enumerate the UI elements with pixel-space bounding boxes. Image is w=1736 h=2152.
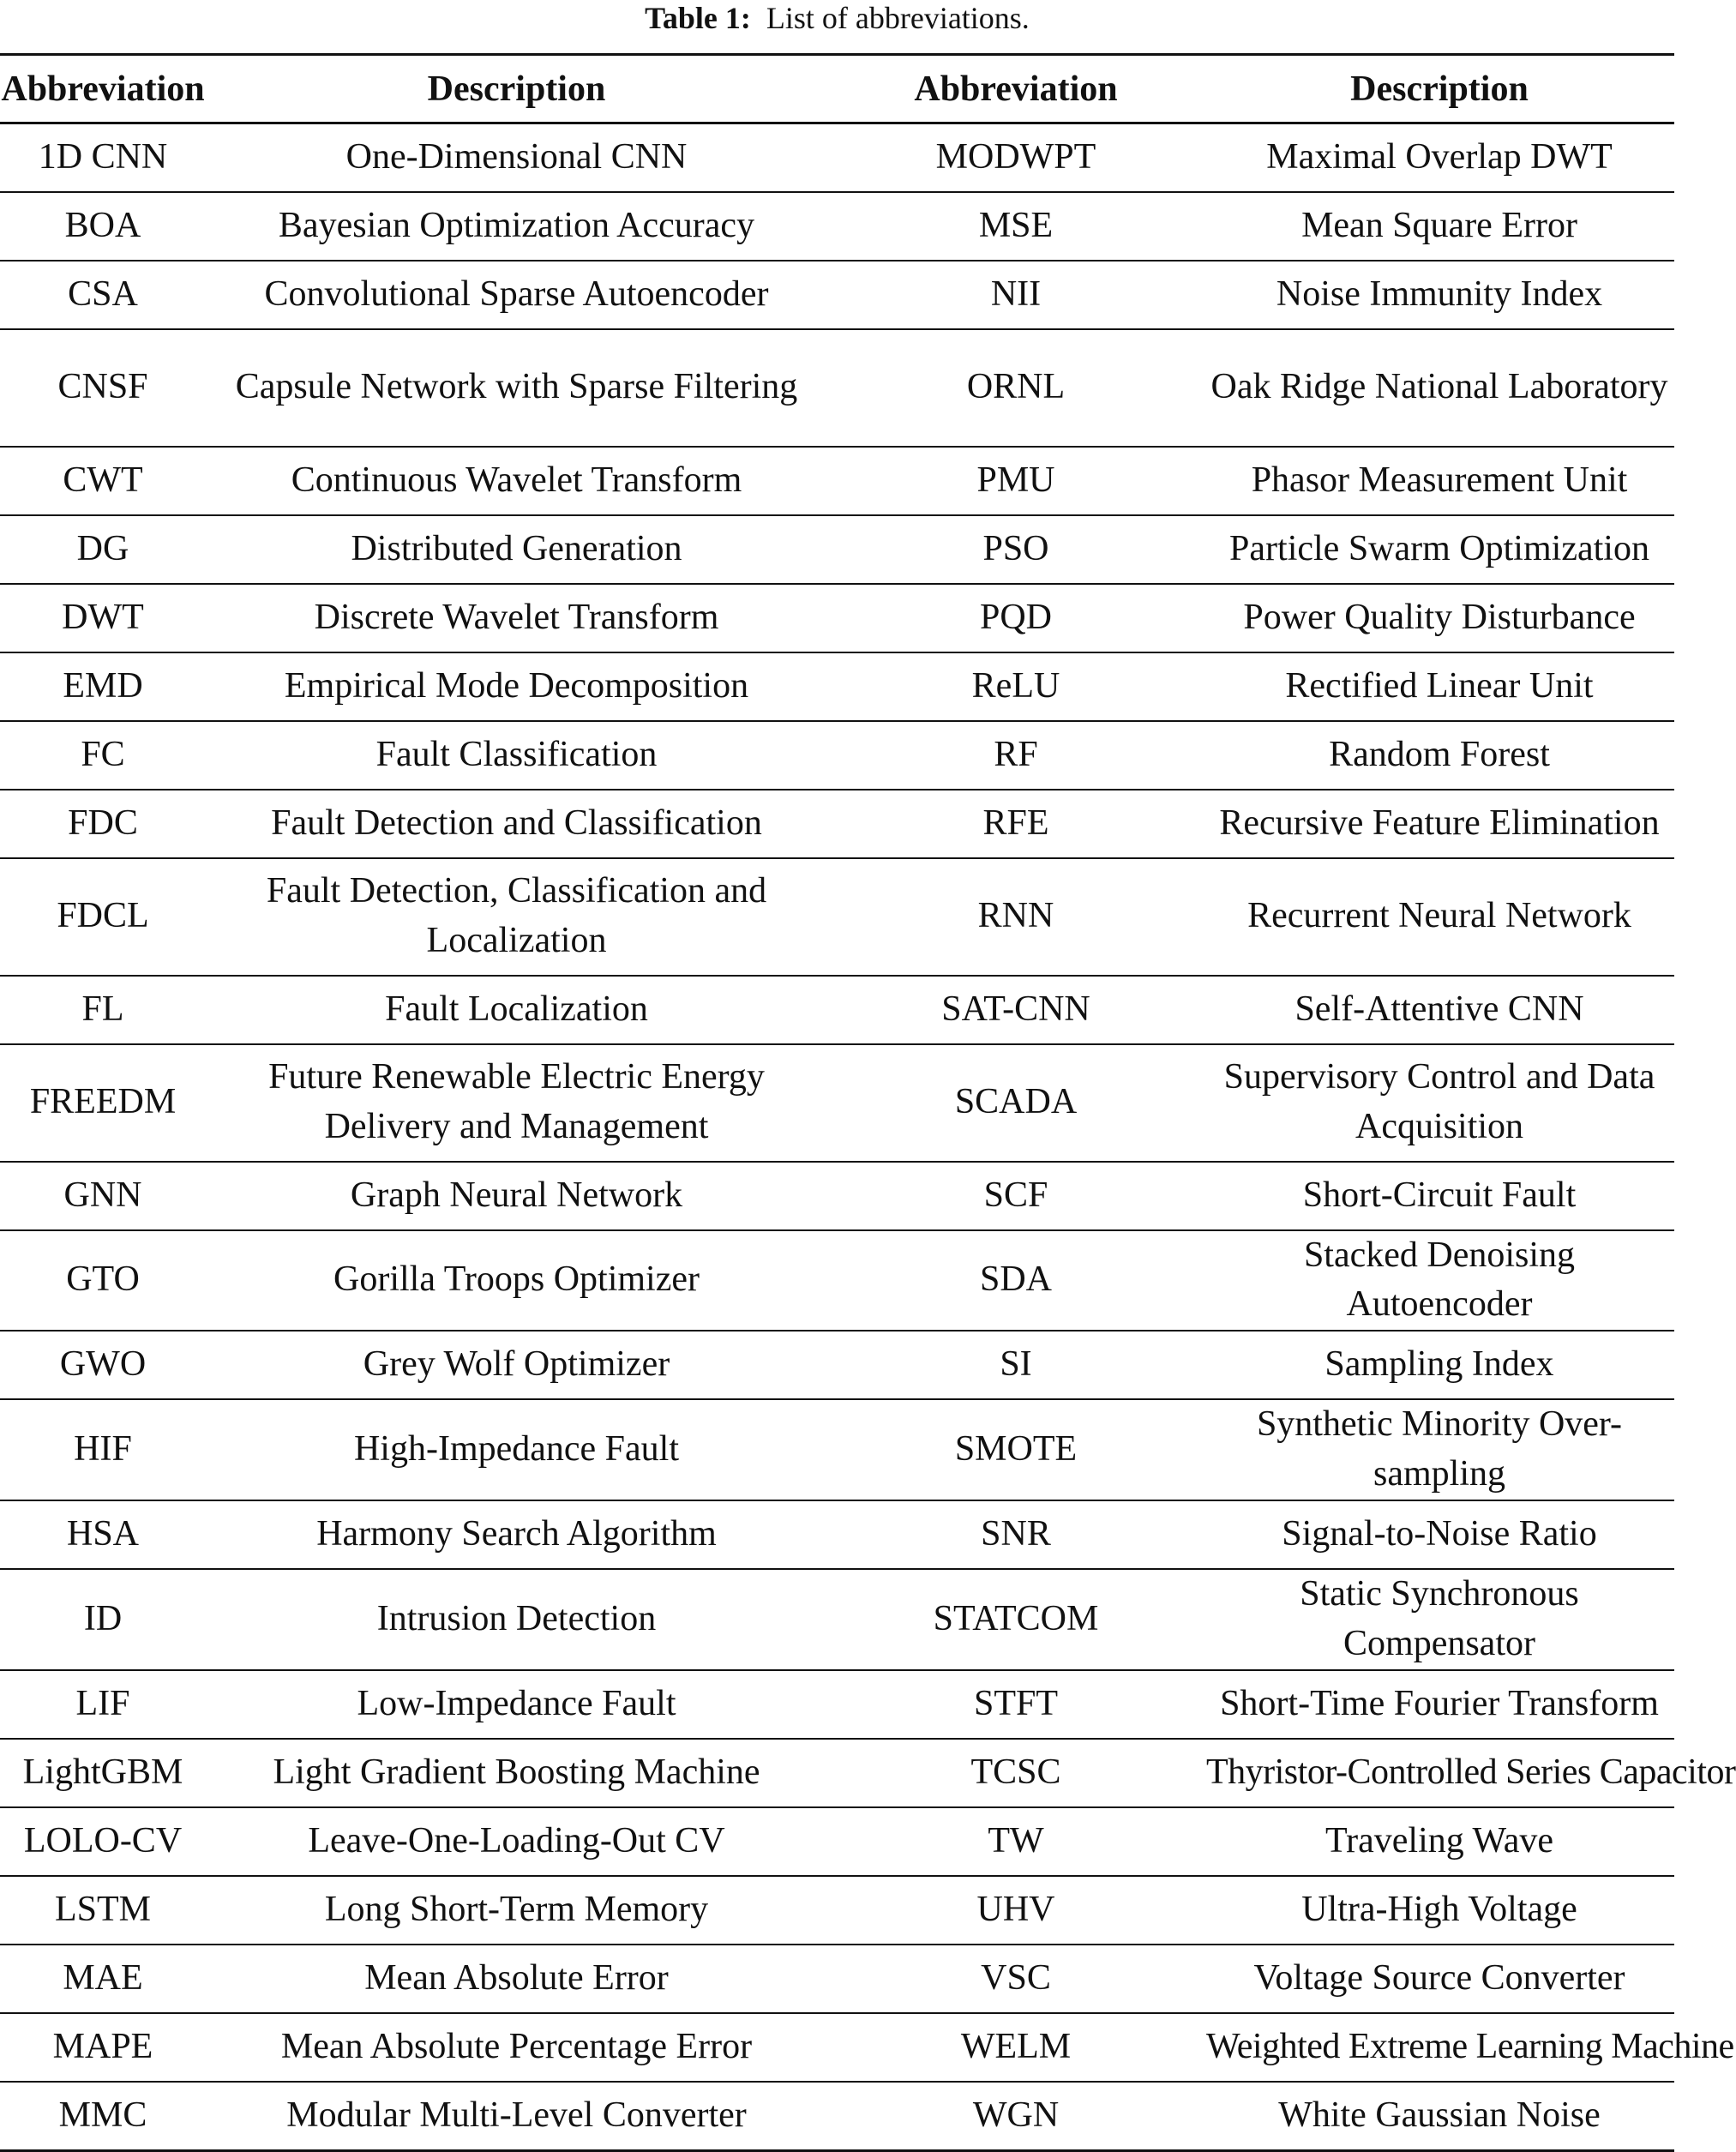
header-description-1: Description (206, 55, 827, 123)
abbreviation-cell: LSTM (0, 1876, 206, 1945)
abbreviation-cell: RNN (827, 858, 1204, 976)
table-row (0, 1331, 1674, 1399)
description-cell: Fault Detection and Classification (206, 790, 827, 858)
description-cell: Rectified Linear Unit (1204, 652, 1674, 721)
description-cell: Short-Circuit Fault (1204, 1162, 1674, 1230)
table-row (0, 2082, 1674, 2150)
header-row (0, 55, 1674, 123)
description-cell: Signal-to-Noise Ratio (1204, 1500, 1674, 1569)
abbreviation-cell: DWT (0, 584, 206, 652)
description-cell: Traveling Wave (1204, 1807, 1674, 1876)
abbreviation-cell: ID (0, 1569, 206, 1670)
description-cell: White Gaussian Noise (1204, 2082, 1674, 2150)
description-cell: Phasor Measurement Unit (1204, 447, 1674, 515)
table-caption-text: List of abbreviations. (766, 1, 1030, 35)
description-cell: Mean Square Error (1204, 192, 1674, 261)
abbreviation-cell: MAPE (0, 2013, 206, 2082)
abbreviation-cell: SCF (827, 1162, 1204, 1230)
abbreviation-cell: MAE (0, 1945, 206, 2013)
abbreviation-cell: RFE (827, 790, 1204, 858)
abbreviation-cell: FDCL (0, 858, 206, 976)
table-row (0, 976, 1674, 1044)
header-abbreviation-1: Abbreviation (0, 55, 206, 123)
abbreviation-cell: FREEDM (0, 1044, 206, 1162)
abbreviation-cell: EMD (0, 652, 206, 721)
description-cell: Mean Absolute Error (206, 1945, 827, 2013)
description-cell: Supervisory Control and Data Acquisition (1204, 1044, 1674, 1162)
table-row (0, 652, 1674, 721)
abbreviation-cell: PMU (827, 447, 1204, 515)
description-cell: Low-Impedance Fault (206, 1670, 827, 1739)
table-row (0, 584, 1674, 652)
description-cell: Future Renewable Electric Energy Delivery and Management (206, 1044, 827, 1162)
abbreviation-cell: LIF (0, 1670, 206, 1739)
description-cell: Voltage Source Converter (1204, 1945, 1674, 2013)
description-cell: Empirical Mode Decomposition (206, 652, 827, 721)
description-cell: Stacked Denoising Autoencoder (1204, 1230, 1674, 1331)
description-cell: Fault Localization (206, 976, 827, 1044)
abbreviation-cell: ReLU (827, 652, 1204, 721)
table-row (0, 447, 1674, 515)
abbreviation-cell: ORNL (827, 329, 1204, 447)
table-row (0, 123, 1674, 192)
table-row (0, 192, 1674, 261)
description-cell: One-Dimensional CNN (206, 123, 827, 192)
description-cell: Recurrent Neural Network (1204, 858, 1674, 976)
table-row (0, 721, 1674, 790)
abbreviation-cell: GNN (0, 1162, 206, 1230)
abbreviation-cell: CWT (0, 447, 206, 515)
description-cell: Sampling Index (1204, 1331, 1674, 1399)
header-description-2: Description (1204, 55, 1674, 123)
description-cell: Recursive Feature Elimination (1204, 790, 1674, 858)
abbreviation-cell: BOA (0, 192, 206, 261)
abbreviation-cell: GTO (0, 1230, 206, 1331)
table-row (0, 1876, 1674, 1945)
description-cell: Thyristor-Controlled Series Capacitor (1204, 1739, 1674, 1807)
abbreviation-cell: RF (827, 721, 1204, 790)
abbreviation-cell: UHV (827, 1876, 1204, 1945)
table-caption-label: Table 1: (645, 1, 751, 35)
abbreviation-cell: PSO (827, 515, 1204, 584)
abbreviation-cell: STATCOM (827, 1569, 1204, 1670)
table-row (0, 1569, 1674, 1670)
table-row (0, 1500, 1674, 1569)
description-cell: Modular Multi-Level Converter (206, 2082, 827, 2150)
description-cell: Bayesian Optimization Accuracy (206, 192, 827, 261)
description-cell: Light Gradient Boosting Machine (206, 1739, 827, 1807)
abbreviation-cell: PQD (827, 584, 1204, 652)
description-cell: Distributed Generation (206, 515, 827, 584)
abbreviation-cell: SI (827, 1331, 1204, 1399)
abbreviation-cell: WELM (827, 2013, 1204, 2082)
abbreviation-cell: SDA (827, 1230, 1204, 1331)
description-cell: Fault Detection, Classification and Localization (206, 858, 827, 976)
abbreviation-cell: MODWPT (827, 123, 1204, 192)
abbreviation-cell: NII (827, 261, 1204, 329)
description-cell: Particle Swarm Optimization (1204, 515, 1674, 584)
description-cell: Mean Absolute Percentage Error (206, 2013, 827, 2082)
abbreviation-cell: CSA (0, 261, 206, 329)
abbreviation-cell: LightGBM (0, 1739, 206, 1807)
table-row (0, 1230, 1674, 1331)
table-row (0, 329, 1674, 447)
description-cell: Ultra-High Voltage (1204, 1876, 1674, 1945)
description-cell: Fault Classification (206, 721, 827, 790)
description-cell: Leave-One-Loading-Out CV (206, 1807, 827, 1876)
table-header (0, 55, 1674, 123)
description-cell: Weighted Extreme Learning Machine (1204, 2013, 1674, 2082)
table-row (0, 1399, 1674, 1500)
description-cell: Self-Attentive CNN (1204, 976, 1674, 1044)
abbreviation-cell: FDC (0, 790, 206, 858)
description-cell: Capsule Network with Sparse Filtering (206, 329, 827, 447)
table-row (0, 261, 1674, 329)
description-cell: Short-Time Fourier Transform (1204, 1670, 1674, 1739)
abbreviation-cell: HSA (0, 1500, 206, 1569)
description-cell: Noise Immunity Index (1204, 261, 1674, 329)
table-body (0, 123, 1736, 2151)
abbreviation-cell: SMOTE (827, 1399, 1204, 1500)
description-cell: Harmony Search Algorithm (206, 1500, 827, 1569)
table-row (0, 1670, 1674, 1739)
abbreviation-cell: SAT-CNN (827, 976, 1204, 1044)
description-cell: Continuous Wavelet Transform (206, 447, 827, 515)
table-row (0, 1945, 1674, 2013)
description-cell: Long Short-Term Memory (206, 1876, 827, 1945)
abbreviation-cell: TCSC (827, 1739, 1204, 1807)
description-cell: Gorilla Troops Optimizer (206, 1230, 827, 1331)
description-cell: Convolutional Sparse Autoencoder (206, 261, 827, 329)
table-row (0, 1807, 1674, 1876)
description-cell: Discrete Wavelet Transform (206, 584, 827, 652)
abbreviation-cell: TW (827, 1807, 1204, 1876)
abbreviation-cell: FC (0, 721, 206, 790)
description-cell: Grey Wolf Optimizer (206, 1331, 827, 1399)
table-row (0, 1044, 1674, 1162)
table-caption (0, 0, 1674, 36)
abbreviation-cell: DG (0, 515, 206, 584)
abbreviation-cell: HIF (0, 1399, 206, 1500)
header-abbreviation-2: Abbreviation (827, 55, 1204, 123)
table-row (0, 2013, 1674, 2082)
description-cell: Oak Ridge National Laboratory (1204, 329, 1674, 447)
description-cell: Random Forest (1204, 721, 1674, 790)
description-cell: Intrusion Detection (206, 1569, 827, 1670)
abbreviation-cell: VSC (827, 1945, 1204, 2013)
description-cell: Synthetic Minority Over-sampling (1204, 1399, 1674, 1500)
table-row (0, 858, 1674, 976)
table-row (0, 515, 1674, 584)
description-cell: High-Impedance Fault (206, 1399, 827, 1500)
table-row (0, 790, 1674, 858)
description-cell: Static Synchronous Compensator (1204, 1569, 1674, 1670)
table-row (0, 1739, 1674, 1807)
abbreviations-table (0, 53, 1736, 2152)
abbreviation-cell: GWO (0, 1331, 206, 1399)
abbreviation-cell: LOLO-CV (0, 1807, 206, 1876)
abbreviation-cell: CNSF (0, 329, 206, 447)
abbreviation-cell: SCADA (827, 1044, 1204, 1162)
abbreviation-cell: STFT (827, 1670, 1204, 1739)
table-row (0, 1162, 1674, 1230)
abbreviation-cell: MMC (0, 2082, 206, 2150)
abbreviation-cell: SNR (827, 1500, 1204, 1569)
abbreviation-cell: WGN (827, 2082, 1204, 2150)
description-cell: Graph Neural Network (206, 1162, 827, 1230)
description-cell: Power Quality Disturbance (1204, 584, 1674, 652)
abbreviation-cell: 1D CNN (0, 123, 206, 192)
abbreviation-cell: FL (0, 976, 206, 1044)
description-cell: Maximal Overlap DWT (1204, 123, 1674, 192)
abbreviation-cell: MSE (827, 192, 1204, 261)
